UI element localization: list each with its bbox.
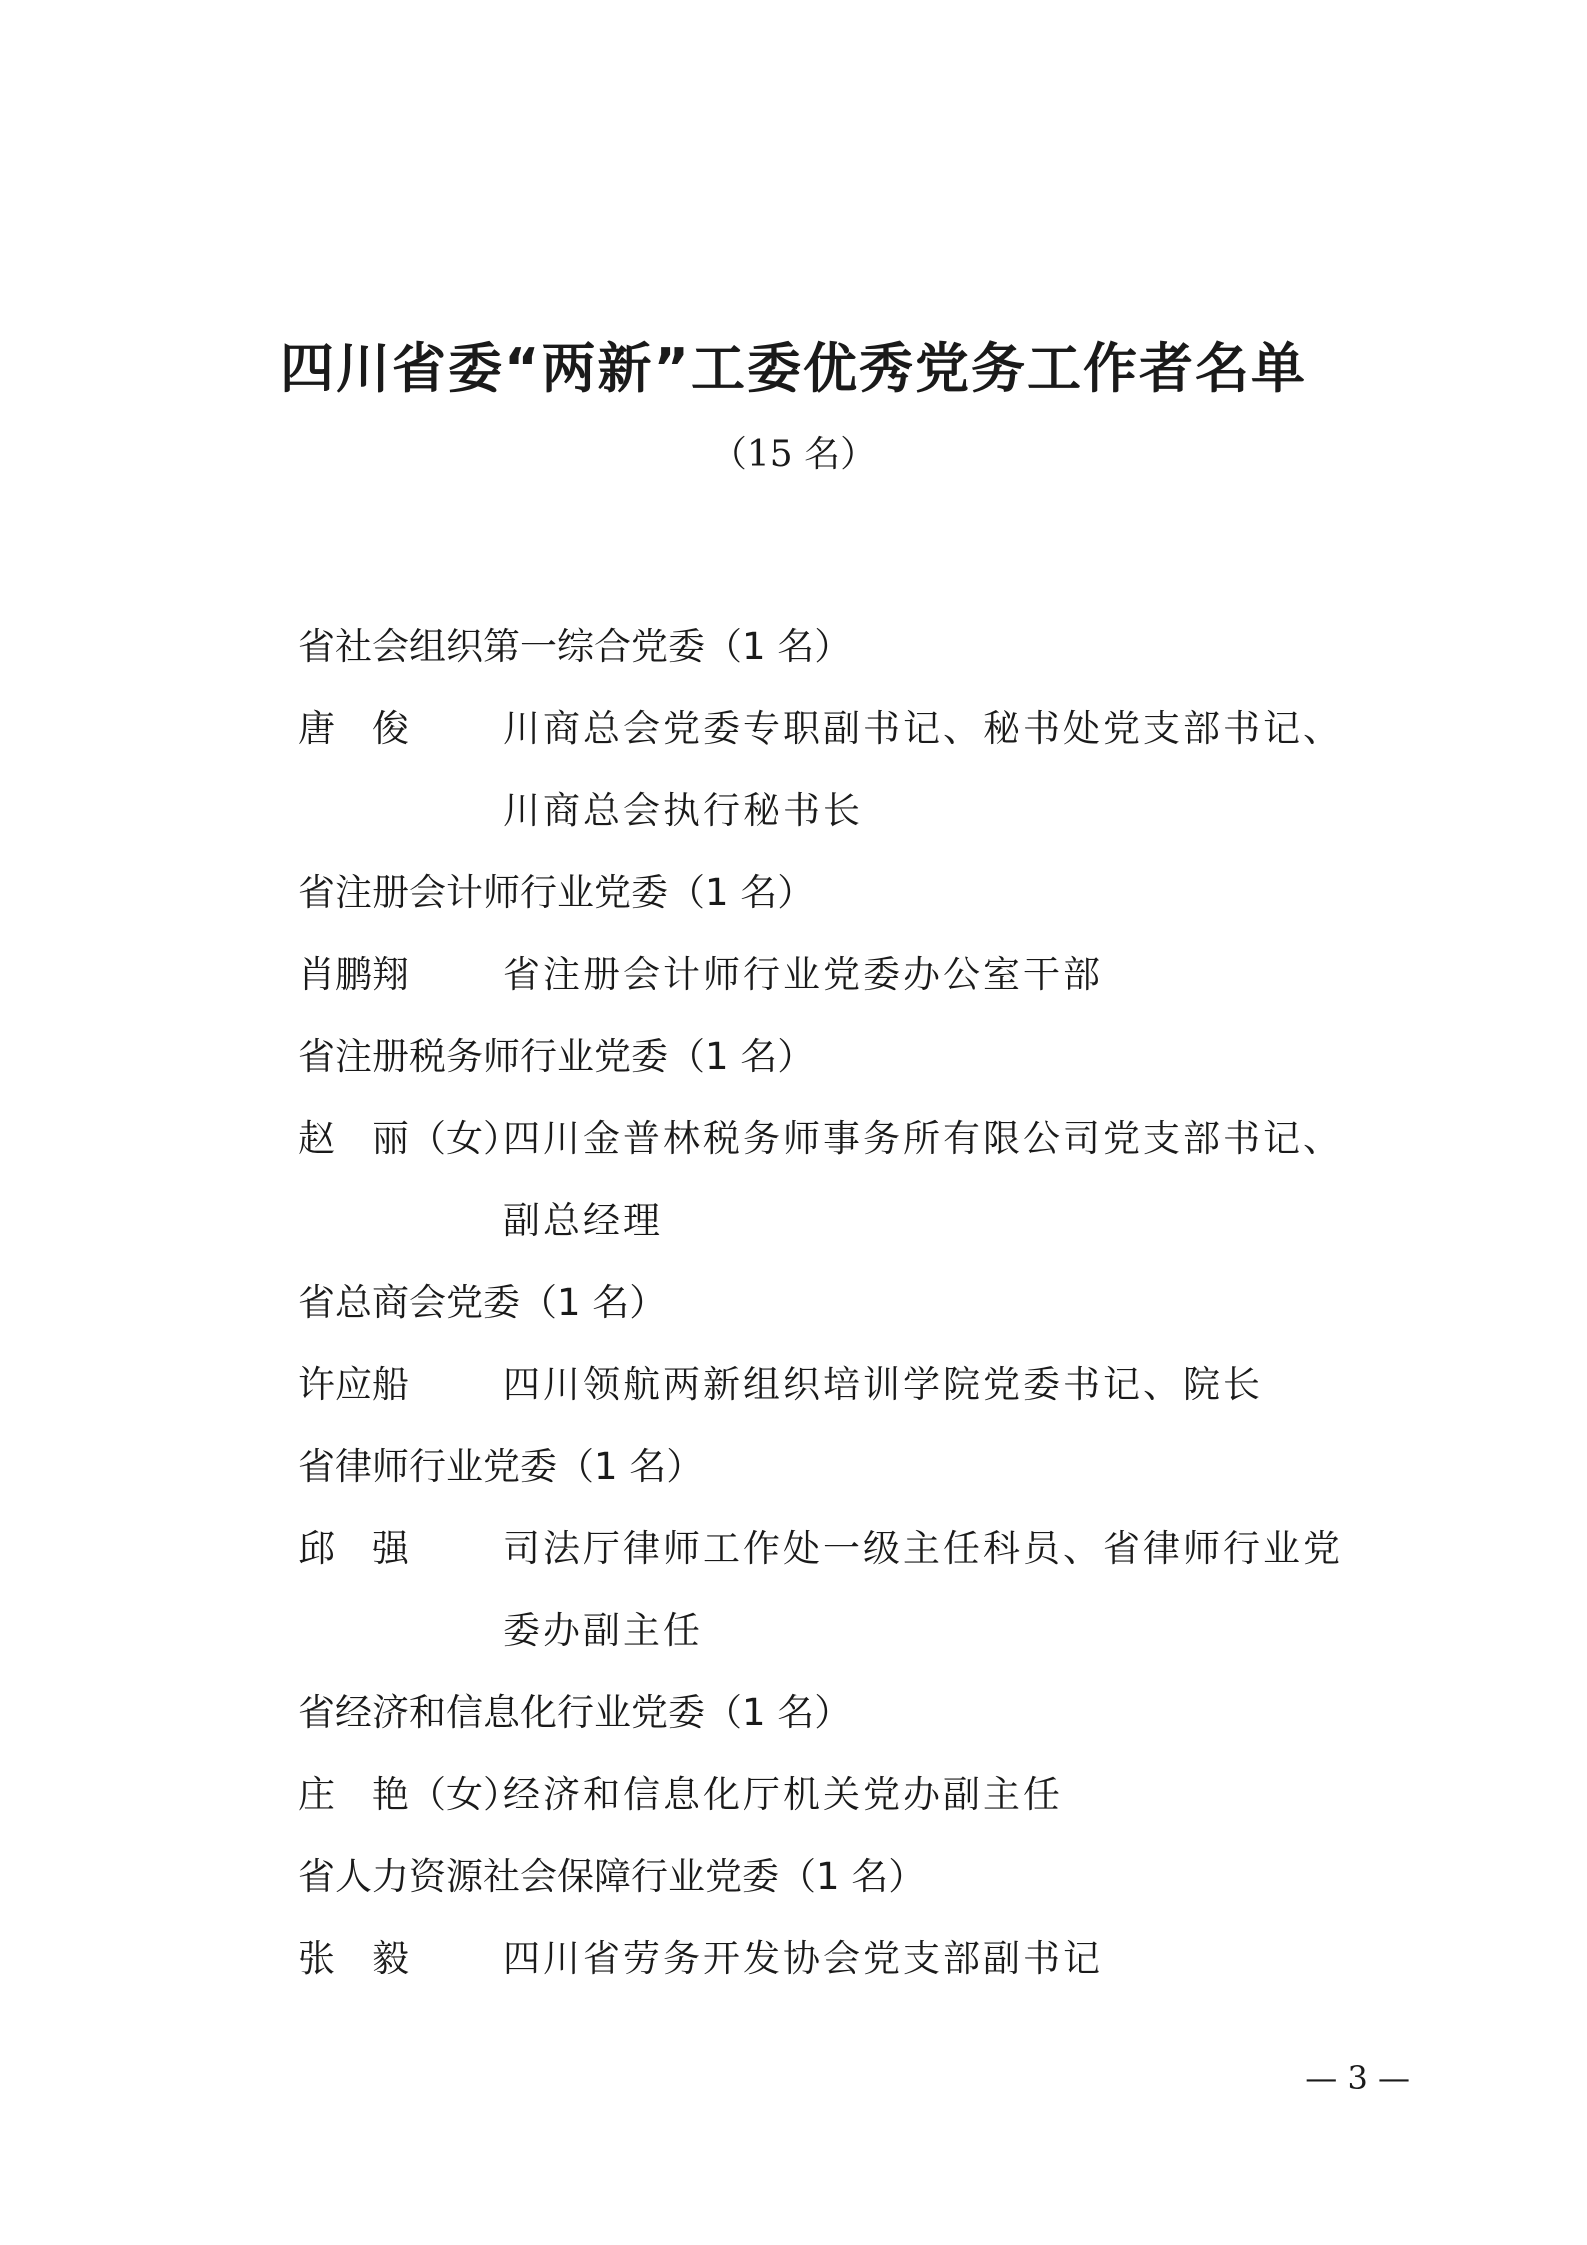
group-heading: 省总商会党委（1 名） [298, 1281, 667, 1324]
person-title [503, 934, 1418, 1016]
person-name: 邱 强 [298, 1527, 409, 1570]
honoree-entry [298, 1918, 1418, 2000]
person-title [503, 1344, 1418, 1426]
person-title-line: 经济和信息化厅机关党办副主任 [503, 1773, 1063, 1816]
person-title-line: 委办副主任 [503, 1609, 703, 1652]
group-heading: 省律师行业党委（1 名） [298, 1445, 704, 1488]
page-title: 四川省委“两新”工委优秀党务工作者名单 [280, 337, 1307, 400]
person-title [503, 1918, 1418, 2000]
page-subtitle: （15 名） [710, 434, 877, 475]
honoree-entry [298, 1754, 1418, 1836]
person-name: 肖鹏翔 [298, 953, 409, 996]
person-title-line: 省注册会计师行业党委办公室干部 [503, 953, 1103, 996]
person-title [503, 1098, 1418, 1262]
person-title-line: 四川领航两新组织培训学院党委书记、院长 [503, 1363, 1263, 1406]
group-heading: 省人力资源社会保障行业党委（1 名） [298, 1855, 926, 1898]
group-heading: 省注册会计师行业党委（1 名） [298, 871, 815, 914]
person-title-line: 四川金普林税务师事务所有限公司党支部书记、 [503, 1117, 1343, 1160]
person-name: 庄 艳（女） [298, 1773, 520, 1816]
person-title-line: 四川省劳务开发协会党支部副书记 [503, 1937, 1103, 1980]
person-name: 许应船 [298, 1363, 409, 1406]
person-title-line: 司法厅律师工作处一级主任科员、省律师行业党 [503, 1527, 1343, 1570]
honoree-entry [298, 1344, 1418, 1426]
person-title-line: 副总经理 [503, 1199, 663, 1242]
person-title-line: 川商总会执行秘书长 [503, 789, 863, 832]
person-title [503, 1508, 1418, 1672]
group-heading: 省注册税务师行业党委（1 名） [298, 1035, 815, 1078]
page-number: — 3 — [1305, 2059, 1410, 2097]
person-title [503, 1754, 1418, 1836]
person-title-line: 川商总会党委专职副书记、秘书处党支部书记、 [503, 707, 1343, 750]
group-heading: 省社会组织第一综合党委（1 名） [298, 625, 852, 668]
honoree-entry [298, 1508, 1418, 1672]
person-name: 唐 俊 [298, 707, 409, 750]
honoree-entry [298, 934, 1418, 1016]
person-title [503, 688, 1418, 852]
honoree-list [298, 606, 1418, 2000]
group-heading: 省经济和信息化行业党委（1 名） [298, 1691, 852, 1734]
honoree-entry [298, 1098, 1418, 1262]
person-name: 张 毅 [298, 1937, 409, 1980]
honoree-entry [298, 688, 1418, 852]
person-name: 赵 丽（女） [298, 1117, 520, 1160]
